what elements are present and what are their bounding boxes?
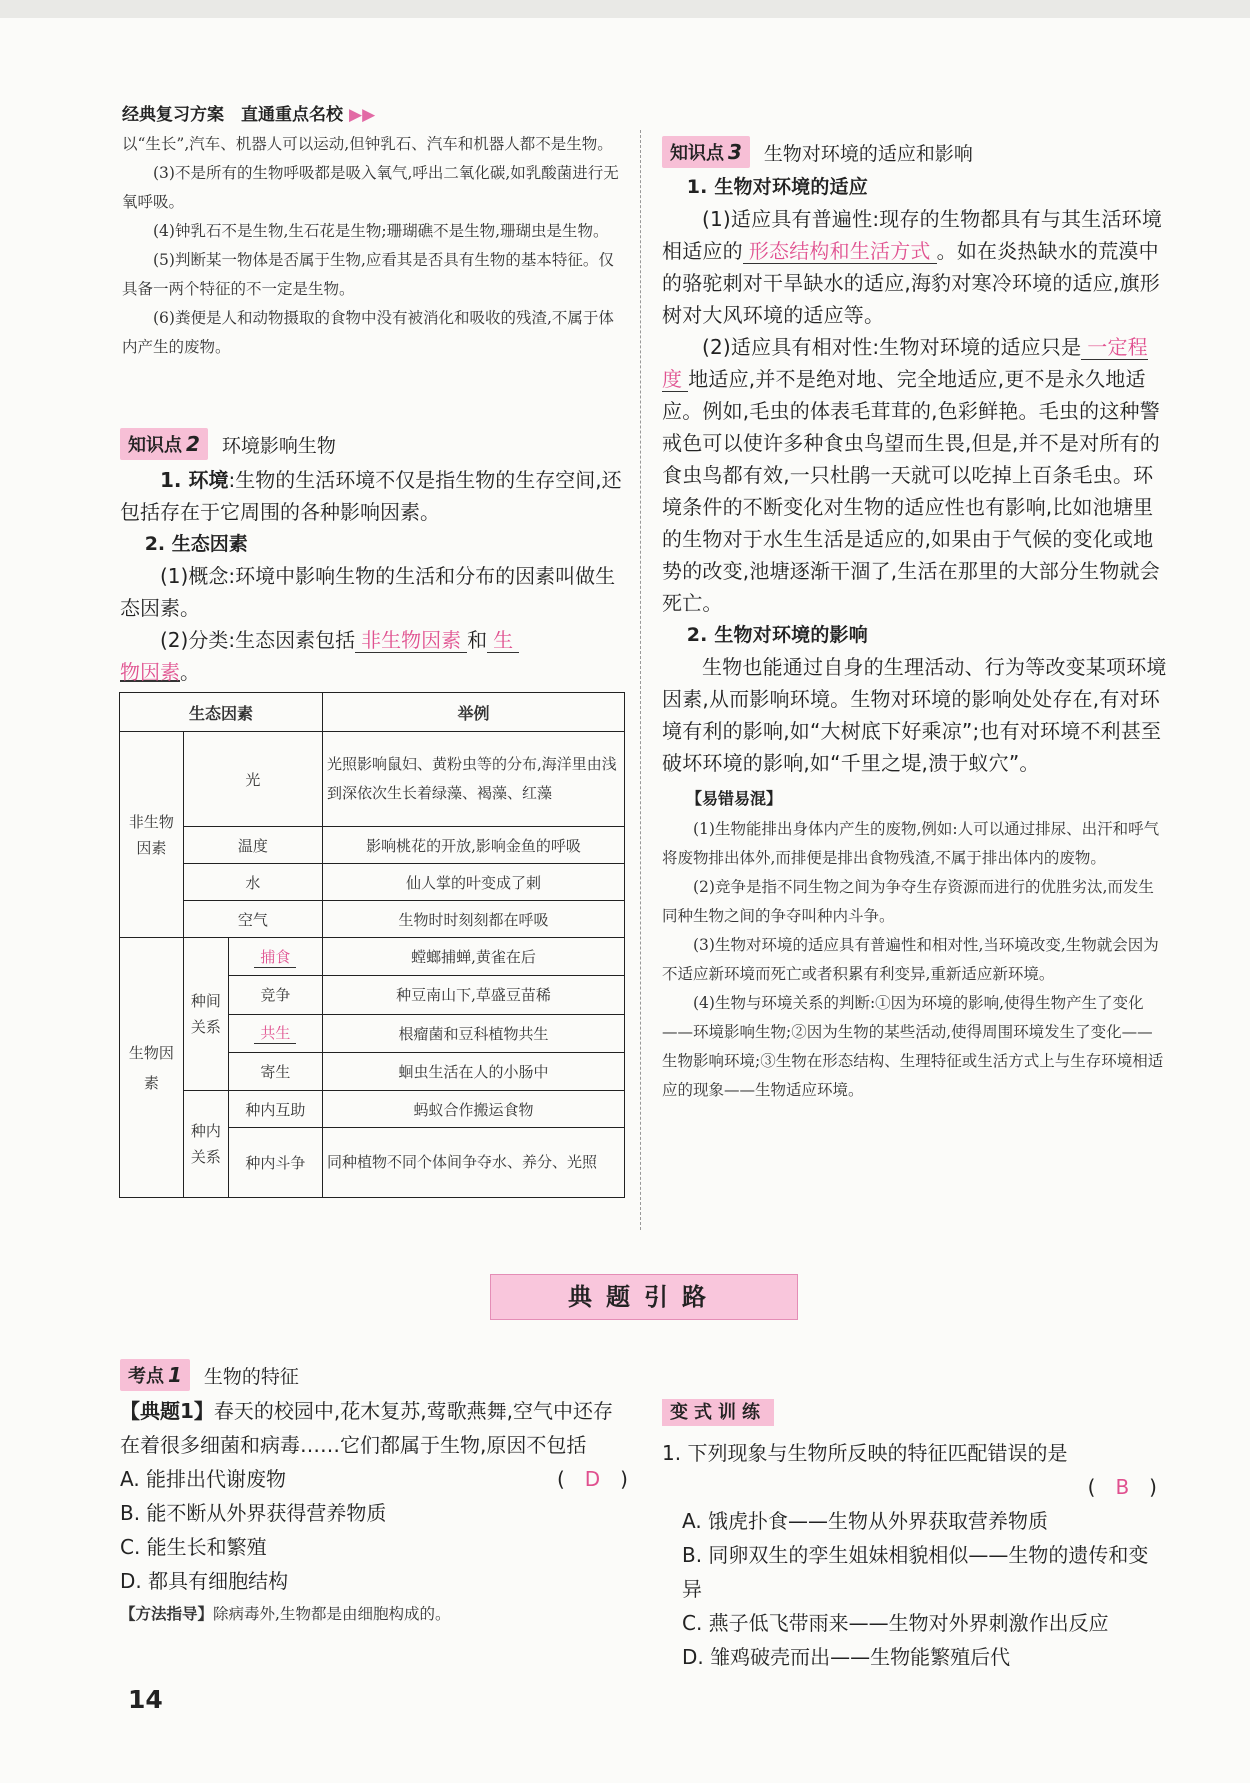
- kd1-title: 生物的特征: [203, 1365, 299, 1388]
- option-b: B. 能不断从外界获得营养物质: [120, 1501, 387, 1525]
- table-head-example: 举例: [323, 693, 625, 732]
- biotic-label: 生物因素: [120, 938, 184, 1198]
- mistake-title: 【易错易混】: [686, 789, 783, 808]
- page-number: 14: [128, 1685, 163, 1714]
- mistake-item: (1)生物能排出身体内产生的废物,例如:人可以通过排尿、出汗和呼气将废物排出体外,而排便是排出食物残渣,不属于排出体内的废物。: [662, 820, 1160, 867]
- note-line: (5)判断某一物体是否属于生物,应看其是否具有生物的基本特征。仅具备一两个特征的不一定是生物。: [122, 251, 614, 298]
- answer-biotic-a: 生: [487, 628, 519, 653]
- abiotic-label: 非生物因素: [120, 732, 184, 938]
- column-divider: [640, 130, 641, 1230]
- kp3-title: 生物对环境的适应和影响: [763, 142, 973, 165]
- method-label: 【方法指导】: [120, 1605, 214, 1623]
- table-head-factor: 生态因素: [120, 693, 323, 732]
- option-b: B. 同卵双生的孪生姐妹相貌相似——生物的遗传和变异: [682, 1543, 1149, 1601]
- method-guide: [120, 1600, 632, 1629]
- answer-symbiosis: 共生: [254, 1022, 296, 1044]
- variant-answer-paren: ( B ): [1087, 1475, 1157, 1499]
- header-text: 经典复习方案 直通重点名校: [122, 105, 343, 125]
- answer-paren: ( D ): [556, 1467, 628, 1491]
- note-line: (4)钟乳石不是生物,生石花是生物;珊瑚礁不是生物,珊瑚虫是生物。: [153, 222, 609, 240]
- option-c: C. 燕子低飞带雨来——生物对外界刺激作出反应: [682, 1611, 1109, 1635]
- variant-tag: 变式训练: [662, 1399, 774, 1426]
- factor-cell: 水: [183, 864, 322, 901]
- example-cell: 仙人掌的叶变成了刺: [323, 864, 625, 901]
- kp3-h2: 2. 生物对环境的影响: [686, 624, 868, 646]
- example-question: [120, 1394, 632, 1598]
- factor-classify: (2)分类:生态因素包括 非生物因素 和 生: [120, 624, 630, 656]
- mistake-list: [662, 815, 1167, 1105]
- option-d: D. 雏鸡破壳而出——生物能繁殖后代: [682, 1645, 1011, 1669]
- kp2-body: 1. 环境:生物的生活环境不仅是指生物的生存空间,还包括存在于它周围的各种影响因素。 2. 生态因素 (1)概念:环境中影响生物的生活和分布的因素叫做生态因素。 (2)分类:生态因素包括 非生物因素 和 生 物因素。: [120, 464, 630, 688]
- option-c: C. 能生长和繁殖: [120, 1535, 267, 1559]
- variant-answer-letter: B: [1115, 1475, 1130, 1499]
- kp3-h1: 1. 生物对环境的适应: [686, 176, 868, 198]
- factor-cell: 寄生: [260, 1062, 291, 1081]
- kp3-tag: 知识点 3: [662, 136, 750, 168]
- question-text: 春天的校园中,花木复苏,莺歌燕舞,空气中还存在着很多细菌和病毒……它们都属于生物,原因不包括: [120, 1399, 613, 1457]
- answer-letter: D: [584, 1467, 601, 1491]
- factor-cell: 空气: [183, 901, 322, 938]
- variant-question-text: 1. 下列现象与生物所反映的特征匹配错误的是: [662, 1441, 1068, 1465]
- factor-cell: 温度: [183, 827, 322, 864]
- kp3-p3: 生物也能通过自身的生理活动、行为等改变某项环境因素,从而影响环境。生物对环境的影响处处存在,有对环境有利的影响,如“大树底下好乘凉”;也有对环境不利甚至破坏环境的影响,如“千里之堤,溃于蚁穴”。: [662, 655, 1167, 775]
- scan-top-band: [0, 0, 1250, 18]
- option-a: A. 能排出代谢废物: [120, 1467, 287, 1491]
- exam-point-1: [120, 1358, 632, 1629]
- factor-concept: (1)概念:环境中影响生物的生活和分布的因素叫做生态因素。: [120, 564, 616, 620]
- factor-cell: 竞争: [229, 976, 322, 1014]
- question-label: 【典题1】: [120, 1399, 214, 1423]
- mistake-item: (2)竞争是指不同生物之间为争夺生存资源而进行的优胜劣汰,而发生同种生物之间的争夺叫种内斗争。: [662, 878, 1154, 925]
- factor-cell: 光: [183, 732, 322, 827]
- page-header: [122, 100, 375, 125]
- inter-label: 种间关系: [184, 938, 229, 1090]
- variant-question: [662, 1436, 1167, 1674]
- example-cell: 种豆南山下,草盛豆苗稀: [323, 976, 625, 1014]
- example-cell: 螳螂捕蝉,黄雀在后: [323, 938, 625, 976]
- env-label: 1. 环境: [160, 468, 229, 492]
- mistake-item: (3)生物对环境的适应具有普遍性和相对性,当环境改变,生物就会因为不适应新环境而死亡或者积累有利变异,重新适应新环境。: [662, 936, 1159, 983]
- answer-form-structure: 形态结构和生活方式: [743, 239, 937, 264]
- option-d: D. 都具有细胞结构: [120, 1569, 289, 1593]
- example-cell: 生物时时刻刻都在呼吸: [323, 901, 625, 938]
- example-cell: 蛔虫生活在人的小肠中: [323, 1052, 625, 1090]
- answer-biotic-b: 物因素: [120, 660, 180, 684]
- note-line: (6)粪便是人和动物摄取的食物中没有被消化和吸收的残渣,不属于体内产生的废物。: [122, 309, 614, 356]
- answer-predation: 捕食: [254, 946, 296, 968]
- left-notes: [122, 130, 627, 362]
- kp3-body: 1. 生物对环境的适应 (1)适应具有普遍性:现存的生物都具有与其生活环境相适应的 形态结构和生活方式 。如在炎热缺水的荒漠中的骆驼刺对干旱缺水的适应,海豹对寒冷环境的适应,旗形树对大风环境的适应等。 (2)适应具有相对性:生物对环境的适应只是 一定程度 地适应,并不是绝对地、完全地适应,更不是永久地适应。例如,毛虫的体表毛茸茸的,色彩鲜艳。毛虫的这种警戒色可以使许多种食虫鸟望而生畏,但是,并不是对所有的食虫鸟都有效,一只杜鹃一天就可以吃掉上百条毛虫。环境条件的不断变化对生物的适应性也有影响,比如池塘里的生物对于水生生活是适应的,如果由于气候的变化或地势的改变,池塘逐渐干涸了,生活在那里的大部分生物就会死亡。 2. 生物对环境的影响 生物也能通过自身的生理活动、行为等改变某项环境因素,从而影响环境。生物对环境的影响处处存在,有对环境有利的影响,如“大树底下好乘凉”;也有对环境不利甚至破坏环境的影响,如“千里之堤,溃于蚁穴”。: [662, 171, 1167, 779]
- knowledge-point-2: [120, 427, 630, 688]
- factor-cell: 种内斗争: [245, 1154, 306, 1172]
- answer-degree: 一定程度: [662, 335, 1148, 391]
- method-text: 除病毒外,生物都是由细胞构成的。: [213, 1605, 451, 1623]
- intra-label: 种内关系: [184, 1091, 229, 1197]
- env-text: :生物的生活环境不仅是指生物的生存空间,还包括存在于它周围的各种影响因素。: [120, 468, 622, 524]
- option-a: A. 饿虎扑食——生物从外界获取营养物质: [682, 1509, 1049, 1533]
- example-cell: 蚂蚁合作搬运食物: [323, 1091, 625, 1128]
- note-line: (3)不是所有的生物呼吸都是吸入氧气,呼出二氧化碳,如乳酸菌进行无氧呼吸。: [122, 164, 619, 211]
- ecological-factors-table: [119, 692, 625, 1198]
- example-cell: 根瘤菌和豆科植物共生: [323, 1014, 625, 1052]
- factor-heading: 2. 生态因素: [144, 533, 248, 555]
- section-banner: 典题引路: [490, 1274, 798, 1320]
- factor-cell: 种内互助: [229, 1091, 322, 1128]
- kp2-tag: 知识点 2: [120, 428, 208, 460]
- header-arrows-icon: ▶▶: [349, 105, 376, 125]
- example-cell: 光照影响鼠妇、黄粉虫等的分布,海洋里由浅到深依次生长着绿藻、褐藻、红藻: [323, 732, 625, 827]
- knowledge-point-3: [662, 135, 1167, 1105]
- example-cell: 同种植物不同个体间争夺水、养分、光照: [323, 1128, 625, 1198]
- variant-training: [662, 1398, 1167, 1674]
- kp2-title: 环境影响生物: [221, 434, 336, 457]
- kd1-tag: 考点 1: [120, 1359, 190, 1391]
- answer-abiotic: 非生物因素: [355, 628, 467, 653]
- mistake-item: (4)生物与环境关系的判断:①因为环境的影响,使得生物产生了变化——环境影响生物;②因为生物的某些活动,使得周围环境发生了变化——生物影响环境;③生物在形态结构、生理特征或生活方式上与生存环境相适应的现象——生物适应环境。: [662, 994, 1164, 1099]
- example-cell: 影响桃花的开放,影响金鱼的呼吸: [323, 827, 625, 864]
- note-line: 以“生长”,汽车、机器人可以运动,但钟乳石、汽车和机器人都不是生物。: [122, 135, 613, 153]
